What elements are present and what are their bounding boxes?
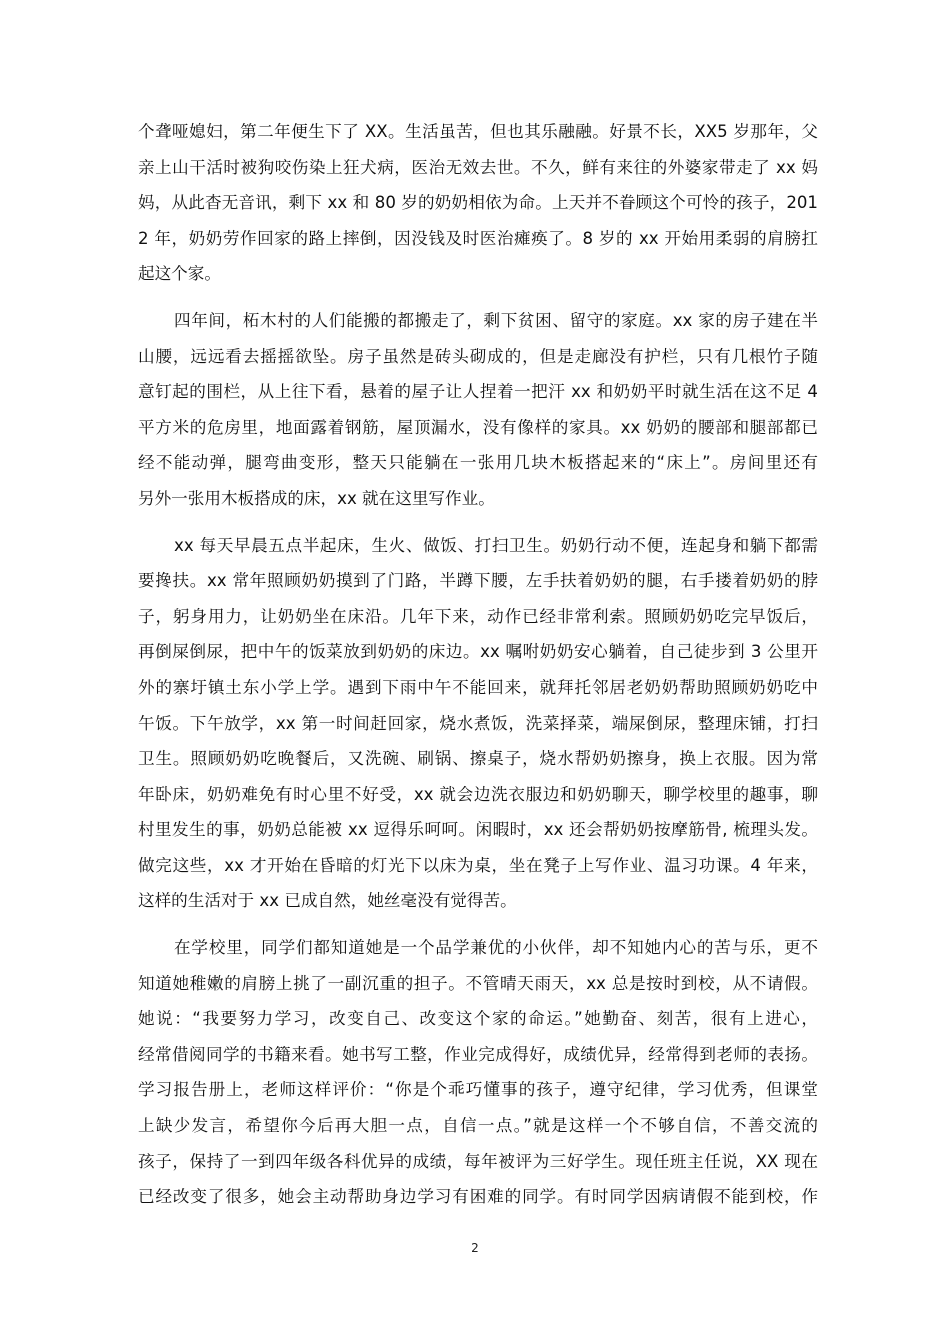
- text-line: 在学校里，同学们都知道她是一个品学兼优的小伙伴，却不知她内心的苦与乐，更不: [174, 938, 818, 958]
- text-line: 起这个家。: [138, 264, 221, 284]
- text-line: 上缺少发言，希望你今后再大胆一点，自信一点。”就是这样一个不够自信，不善交流的: [138, 1116, 818, 1136]
- text-line: 山腰，远远看去摇摇欲坠。房子虽然是砖头砌成的，但是走廊没有护栏，只有几根竹子随: [138, 346, 818, 366]
- text-line: 孩子，保持了一到四年级各科优异的成绩，每年被评为三好学生。现任班主任说，XX 现在: [138, 1151, 818, 1171]
- text-line: 她说：“我要努力学习，改变自己、改变这个家的命运。”她勤奋、刻苦，很有上进心，: [138, 1009, 818, 1029]
- text-line: 午饭。下午放学，xx 第一时间赶回家，烧水煮饭，洗菜择菜，端屎倒尿，整理床铺，打扫: [138, 713, 818, 733]
- text-line: 要搀扶。xx 常年照顾奶奶摸到了门路，半蹲下腰，左手扶着奶奶的腿，右手搂着奶奶的脖: [138, 571, 818, 591]
- text-line: 平方米的危房里，地面露着钢筋，屋顶漏水，没有像样的家具。xx 奶奶的腰部和腿部都已: [138, 417, 818, 437]
- text-line: 村里发生的事，奶奶总能被 xx 逗得乐呵呵。闲暇时，xx 还会帮奶奶按摩筋骨, 梳理头发。: [138, 820, 818, 840]
- text-line: 子，躬身用力，让奶奶坐在床沿。几年下来，动作已经非常利索。照顾奶奶吃完早饭后，: [138, 606, 818, 626]
- text-line: 卫生。照顾奶奶吃晚餐后，又洗碗、刷锅、擦桌子，烧水帮奶奶擦身，换上衣服。因为常: [138, 749, 818, 769]
- paragraph: [138, 303, 818, 517]
- text-line: 个聋哑媳妇，第二年便生下了 XX。生活虽苦，但也其乐融融。好景不长，XX5 岁那年，父: [138, 122, 818, 141]
- body-text: [138, 114, 818, 1215]
- text-line: 做完这些，xx 才开始在昏暗的灯光下以床为桌，坐在凳子上写作业、温习功课。4 年来，: [138, 855, 818, 875]
- text-line: 知道她稚嫩的肩膀上挑了一副沉重的担子。不管晴天雨天，xx 总是按时到校，从不请假。: [138, 973, 818, 993]
- text-line: 2 年，奶奶劳作回家的路上摔倒，因没钱及时医治瘫痪了。8 岁的 xx 开始用柔弱的肩膀扛: [138, 228, 818, 248]
- text-line: 另外一张用木板搭成的床，xx 就在这里写作业。: [138, 488, 495, 508]
- text-line: 年卧床，奶奶难免有时心里不好受，xx 就会边洗衣服边和奶奶聊天，聊学校里的趣事，聊: [138, 784, 818, 804]
- text-line: 经常借阅同学的书籍来看。她书写工整，作业完成得好，成绩优异，经常得到老师的表扬。: [138, 1044, 818, 1064]
- text-line: 再倒屎倒尿，把中午的饭菜放到奶奶的床边。xx 嘱咐奶奶安心躺着，自己徒步到 3 公里开: [138, 642, 818, 662]
- paragraph: [138, 930, 818, 1215]
- paragraph: [138, 528, 818, 920]
- text-line: 已经改变了很多，她会主动帮助身边学习有困难的同学。有时同学因病请假不能到校，作: [138, 1187, 818, 1207]
- text-line: 意钉起的围栏，从上往下看，悬着的屋子让人捏着一把汗 xx 和奶奶平时就生活在这不足 4: [138, 382, 818, 402]
- page-number: 2: [471, 1241, 479, 1255]
- text-line: 这样的生活对于 xx 已成自然，她丝毫没有觉得苦。: [138, 891, 517, 911]
- text-line: 妈，从此杳无音讯，剩下 xx 和 80 岁的奶奶相依为命。上天并不眷顾这个可怜的孩子，201: [138, 193, 818, 213]
- text-line: 亲上山干活时被狗咬伤染上狂犬病，医治无效去世。不久，鲜有来往的外婆家带走了 xx 妈: [138, 157, 818, 177]
- text-line: 四年间，柘木村的人们能搬的都搬走了，剩下贫困、留守的家庭。xx 家的房子建在半: [174, 310, 818, 330]
- text-line: 外的寨圩镇土东小学上学。遇到下雨中午不能回来，就拜托邻居老奶奶帮助照顾奶奶吃中: [138, 677, 818, 697]
- text-line: 经不能动弹，腿弯曲变形，整天只能躺在一张用几块木板搭起来的“床上”。房间里还有: [138, 453, 818, 473]
- paragraph: [138, 114, 818, 292]
- text-line: 学习报告册上，老师这样评价：“你是个乖巧懂事的孩子，遵守纪律，学习优秀，但课堂: [138, 1080, 818, 1100]
- text-line: xx 每天早晨五点半起床，生火、做饭、打扫卫生。奶奶行动不便，连起身和躺下都需: [174, 535, 818, 555]
